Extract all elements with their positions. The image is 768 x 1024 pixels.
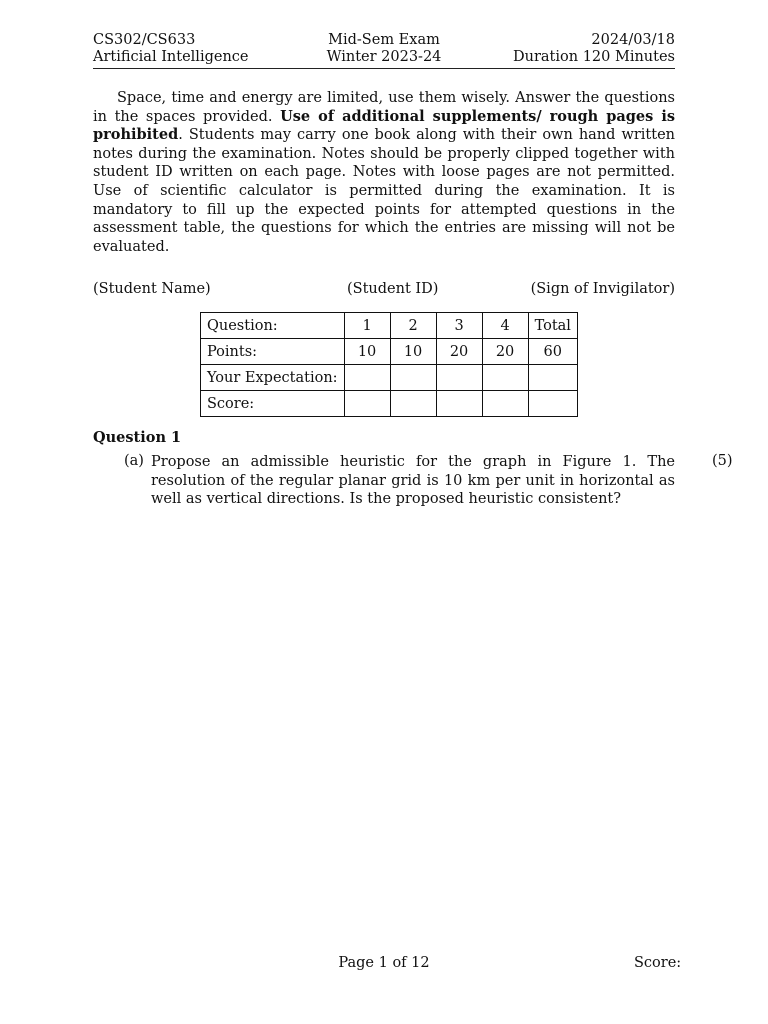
question-1a-points: (5) — [712, 453, 733, 469]
course-code: CS302/CS633 — [93, 32, 196, 48]
instructions-text-2: . Students may carry one book along with their own hand written notes during the examination. Notes should be properly clipped together with student ID written on each page. Notes with loose pages are not permitted. Use of scientific calculator is permitted during the examination. It is mandatory to fill up the expected points for attempted questions in the assessment table, the questions for which the entries are missing will not be evaluated. — [93, 127, 675, 255]
expectation-total-cell[interactable] — [528, 365, 577, 391]
header-divider — [93, 68, 675, 69]
score-label-cell: Score: — [201, 391, 345, 417]
points-cell: 10 — [390, 339, 436, 365]
question-number-cell: 1 — [344, 313, 390, 339]
points-label-cell: Points: — [201, 339, 345, 365]
points-cell: 10 — [344, 339, 390, 365]
student-id-label: (Student ID) — [347, 281, 439, 297]
points-cell: 20 — [436, 339, 482, 365]
question-1a-label: (a) — [124, 453, 144, 469]
signature-row — [93, 281, 675, 299]
student-name-label: (Student Name) — [93, 281, 211, 297]
semester: Winter 2023-24 — [326, 49, 442, 65]
exam-duration: Duration 120 Minutes — [513, 49, 675, 65]
score-cell — [344, 391, 390, 417]
total-header-cell: Total — [528, 313, 577, 339]
score-cell — [482, 391, 528, 417]
expectation-cell[interactable] — [482, 365, 528, 391]
score-cell — [390, 391, 436, 417]
instructions-text-1: Space, time and energy are limited, use them wisely. Answer the questions in the spaces provided. — [93, 90, 675, 125]
table-row-questions — [201, 313, 578, 339]
question-1a-text: Propose an admissible heuristic for the graph in Figure 1. The resolution of the regular planar grid is 10 km per unit in horizontal as well as vertical directions. Is the proposed heuristic consistent? — [151, 454, 675, 508]
points-total-cell: 60 — [528, 339, 577, 365]
score-total-cell — [528, 391, 577, 417]
instructions-paragraph — [93, 89, 675, 256]
question-number-cell: 2 — [390, 313, 436, 339]
table-row-expectation — [201, 365, 578, 391]
page-header — [93, 32, 675, 66]
expectation-cell[interactable] — [390, 365, 436, 391]
instructions-bold-rule: Use of additional supplements/ rough pages is prohibited — [93, 107, 675, 144]
table-row-score — [201, 391, 578, 417]
question-number-cell: 4 — [482, 313, 528, 339]
table-row-points — [201, 339, 578, 365]
page-number: Page 1 of 12 — [338, 955, 430, 971]
expectation-cell[interactable] — [344, 365, 390, 391]
invigilator-sign-label: (Sign of Invigilator) — [530, 281, 675, 297]
question-number-cell: 3 — [436, 313, 482, 339]
footer-score-label: Score: — [634, 955, 682, 971]
points-cell: 20 — [482, 339, 528, 365]
assessment-table — [200, 312, 578, 417]
score-cell — [436, 391, 482, 417]
course-name: Artificial Intelligence — [93, 49, 249, 65]
exam-type: Mid-Sem Exam — [328, 32, 440, 48]
exam-date: 2024/03/18 — [591, 32, 675, 48]
question-header-cell: Question: — [201, 313, 345, 339]
question-1-title: Question 1 — [93, 429, 182, 446]
expectation-cell[interactable] — [436, 365, 482, 391]
expectation-label-cell: Your Expectation: — [201, 365, 345, 391]
